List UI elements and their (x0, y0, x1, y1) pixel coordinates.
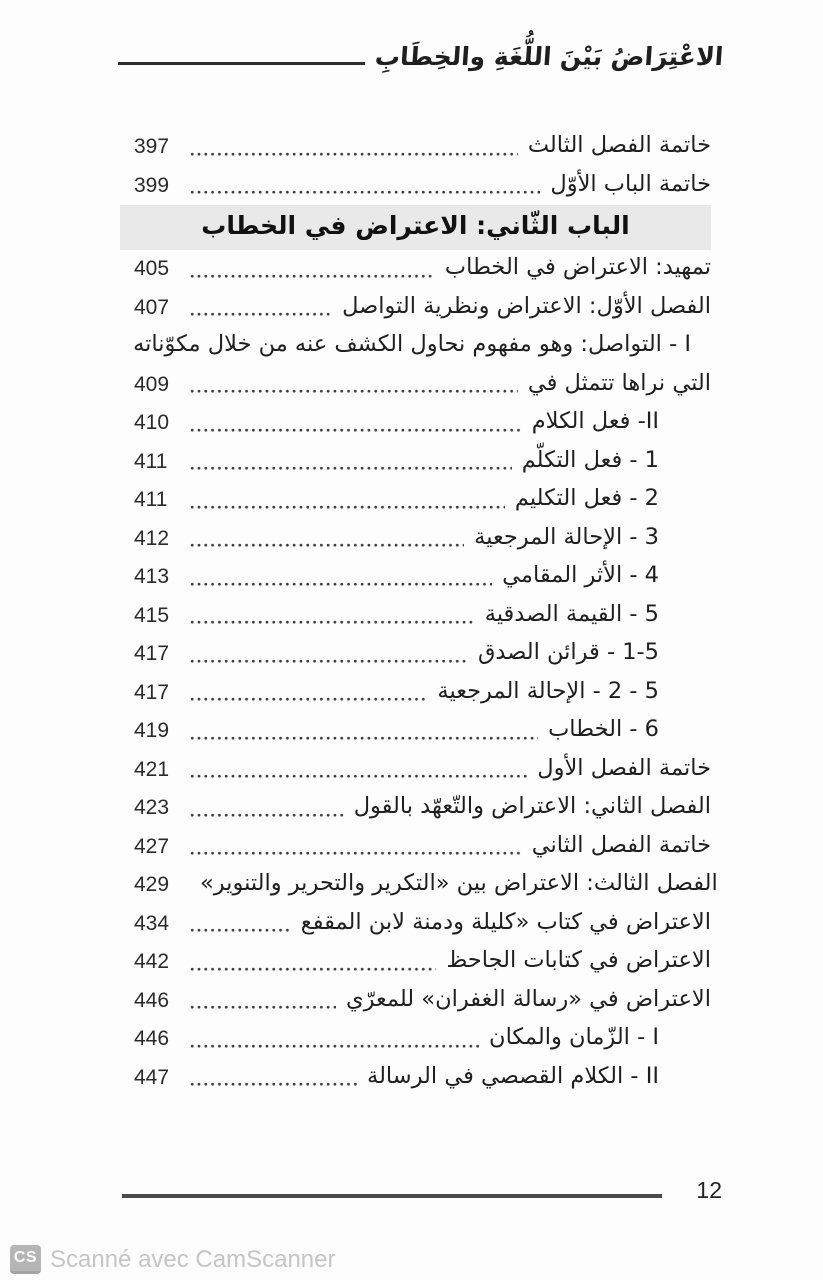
toc-entry-label: الاعتراض في «رسالة الغفران» للمعرّي (345, 985, 711, 1012)
toc-entry-label: تمهيد: الاعتراض في الخطاب (444, 254, 711, 280)
toc-page-number: 447 (134, 1065, 170, 1089)
toc-entry-label: الاعتراض في كتاب «كليلة ودمنة لابن المقفع (300, 908, 711, 935)
leader-dots (190, 620, 475, 625)
toc-entry-label: الفصل الثالث: الاعتراض بين «التكرير والتحرير والتنوير» (200, 870, 718, 896)
section-heading-band (120, 205, 711, 250)
leader-dots (190, 582, 492, 587)
toc-row (120, 789, 711, 828)
toc-entry-label: II- فعل الكلام (531, 408, 659, 434)
toc-page-number: 442 (134, 950, 170, 974)
toc-entry-label: 2 - فعل التكليم (514, 485, 659, 511)
toc-page-number: 417 (134, 680, 170, 704)
toc-entry-label: I - الزّمان والمكان (489, 1024, 659, 1050)
toc-row (120, 1020, 711, 1059)
toc-page-number: 446 (134, 988, 170, 1012)
toc-entry-label: خاتمة الفصل الأول (537, 754, 711, 781)
toc-row (120, 943, 711, 982)
leader-dots (190, 274, 435, 279)
toc-entry-label: الفصل الثاني: الاعتراض والتّعهّد بالقول (353, 793, 711, 819)
toc-page-number: 411 (134, 488, 168, 512)
toc-row (120, 635, 711, 674)
toc-page-number: 410 (134, 411, 170, 435)
toc-entry-label: الاعتراض في كتابات الجاحظ (446, 947, 711, 973)
leader-dots (190, 389, 518, 394)
toc-page-number: 397 (134, 135, 170, 159)
toc-entry-label: 1 - فعل التكلّم (521, 446, 659, 473)
toc-row (120, 866, 718, 905)
leader-dots (190, 697, 427, 702)
toc-row (120, 128, 711, 167)
leader-dots (190, 428, 522, 433)
toc-page-number: 419 (134, 719, 170, 743)
toc-page-number: 421 (134, 757, 170, 781)
toc-row (120, 597, 711, 636)
toc-entry-label: 4 - الأثر المقامي (502, 562, 659, 588)
toc-row (120, 1059, 711, 1098)
toc-entry-label: خاتمة الفصل الثاني (531, 831, 711, 858)
leader-dots (190, 190, 540, 195)
footer-rule (122, 1194, 662, 1198)
book-title: الاعْتِرَاضُ بَيْنَ اللُّغَةِ والخِطَابِ (373, 41, 725, 71)
toc-entry-label: التي نراها تتمثل في (527, 369, 711, 396)
toc-page-number: 405 (134, 257, 170, 281)
toc-entry-label: الفصل الأوّل: الاعتراض ونظرية التواصل (342, 292, 711, 319)
toc-page-number: 434 (134, 911, 170, 935)
toc-row (120, 443, 711, 482)
toc-row (120, 712, 711, 751)
toc-row (120, 327, 711, 366)
toc-row (120, 366, 711, 405)
toc-row (120, 905, 711, 944)
watermark-text: Scanné avec CamScanner (50, 1245, 336, 1273)
toc-page-number: 411 (134, 449, 168, 473)
toc-row (120, 982, 711, 1021)
toc-row (120, 289, 711, 328)
leader-dots (190, 851, 522, 856)
leader-dots (190, 928, 291, 933)
toc-row (120, 481, 711, 520)
toc-row (120, 520, 711, 559)
leader-dots (190, 967, 436, 972)
leader-dots (190, 813, 344, 818)
toc-entry-label: I - التواصل: وهو مفهوم نحاول الكشف عنه من خلال مكوّناته (133, 331, 691, 357)
running-head (118, 30, 723, 82)
leader-dots (190, 152, 518, 157)
leader-dots (190, 774, 527, 779)
toc-entry-label: 5‏-‏1 - قرائن الصدق (477, 639, 659, 665)
toc-row (120, 558, 711, 597)
leader-dots (190, 543, 464, 548)
toc-page-number: 427 (134, 834, 170, 858)
leader-dots (190, 466, 512, 471)
toc-page-number: 412 (134, 526, 170, 550)
toc-page-number: 417 (134, 642, 170, 666)
toc-list (120, 128, 718, 1097)
camscanner-icon: CS (10, 1245, 41, 1274)
toc-page-number: 399 (134, 173, 170, 197)
toc-row (120, 167, 711, 206)
leader-dots (190, 312, 332, 317)
toc-entry-label: 6 - الخطاب (548, 716, 659, 742)
leader-dots (190, 1044, 479, 1049)
toc-entry-label: خاتمة الباب الأوّل (550, 170, 711, 197)
toc-entry-label: خاتمة الفصل الثالث (527, 132, 711, 158)
page-number: 12 (696, 1177, 722, 1203)
leader-dots (190, 505, 505, 510)
toc-page-number: 429 (134, 873, 170, 897)
toc-row (120, 828, 711, 867)
toc-page-number: 415 (134, 603, 170, 627)
toc-entry-label: 5 - 2 - الإحالة المرجعية (437, 677, 659, 704)
leader-dots (190, 659, 468, 664)
toc-entry-label: II - الكلام القصصي في الرسالة (367, 1062, 659, 1089)
toc-entry-label: 3 - الإحالة المرجعية (474, 523, 659, 550)
toc-page-number: 407 (134, 295, 170, 319)
camscanner-watermark (10, 1245, 336, 1274)
leader-dots (190, 1082, 357, 1087)
toc-page-number: 409 (134, 372, 170, 396)
leader-dots (190, 736, 538, 741)
leader-dots (190, 1005, 336, 1010)
toc-page-number: 423 (134, 796, 170, 820)
toc-row (120, 404, 711, 443)
section-heading-label: الباب الثّاني: الاعتراض في الخطاب (201, 211, 630, 240)
toc-entry-label: 5 - القيمة الصدقية (484, 600, 659, 627)
toc-page-number: 413 (134, 565, 170, 589)
toc-row (120, 674, 711, 713)
toc-row (120, 250, 711, 289)
header-rule (118, 62, 365, 65)
toc-page-number: 446 (134, 1027, 170, 1051)
toc-row (120, 751, 711, 790)
